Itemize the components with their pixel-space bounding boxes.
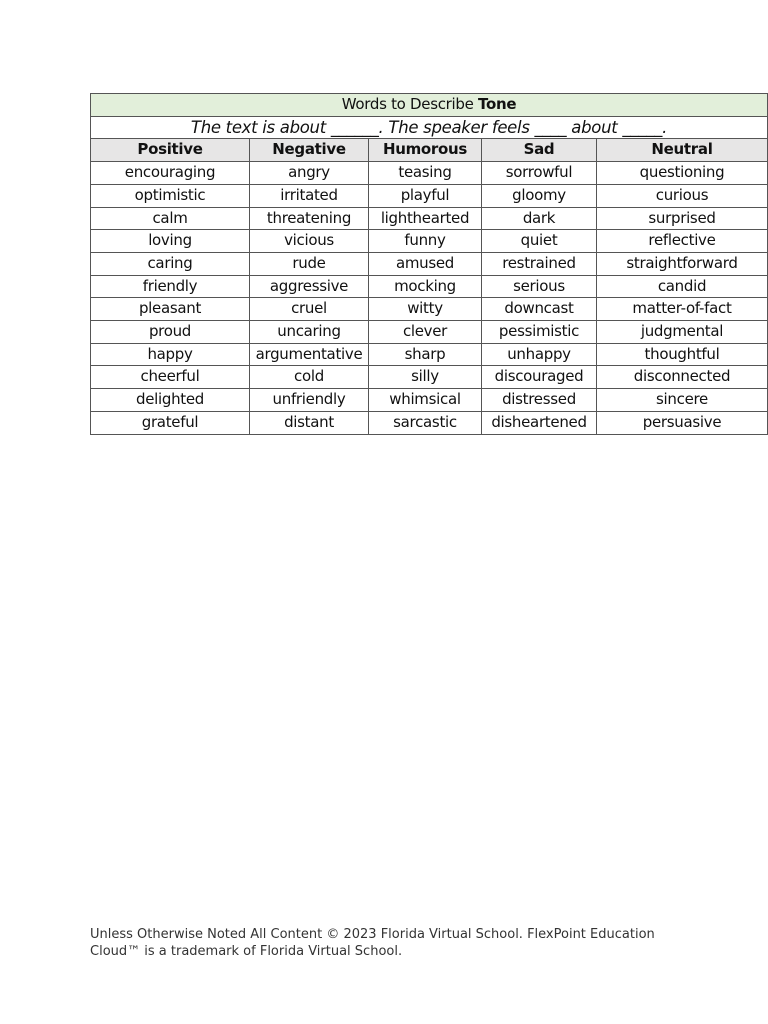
- table-cell: cold: [250, 366, 369, 389]
- table-cell: whimsical: [369, 389, 482, 412]
- table-cell: delighted: [91, 389, 250, 412]
- table-cell: uncaring: [250, 321, 369, 344]
- table-cell: optimistic: [91, 184, 250, 207]
- table-row: [91, 366, 768, 389]
- table-cell: silly: [369, 366, 482, 389]
- table-cell: calm: [91, 207, 250, 230]
- table-cell: cheerful: [91, 366, 250, 389]
- table-cell: reflective: [597, 230, 768, 253]
- table-cell: sarcastic: [369, 411, 482, 434]
- table-cell: persuasive: [597, 411, 768, 434]
- table-cell: discouraged: [482, 366, 597, 389]
- table-cell: downcast: [482, 298, 597, 321]
- table-cell: pleasant: [91, 298, 250, 321]
- table-cell: cruel: [250, 298, 369, 321]
- table-row: [91, 343, 768, 366]
- table-title: [91, 94, 768, 117]
- table-cell: gloomy: [482, 184, 597, 207]
- table-cell: amused: [369, 252, 482, 275]
- table-row: [91, 411, 768, 434]
- table-cell: thoughtful: [597, 343, 768, 366]
- table-cell: irritated: [250, 184, 369, 207]
- table-cell: straightforward: [597, 252, 768, 275]
- table-cell: mocking: [369, 275, 482, 298]
- table-cell: aggressive: [250, 275, 369, 298]
- table-row: [91, 321, 768, 344]
- table-cell: argumentative: [250, 343, 369, 366]
- table-cell: threatening: [250, 207, 369, 230]
- table-cell: distant: [250, 411, 369, 434]
- table-cell: sincere: [597, 389, 768, 412]
- column-header-humorous: Humorous: [369, 139, 482, 162]
- table-row: [91, 389, 768, 412]
- table-cell: unfriendly: [250, 389, 369, 412]
- table-cell: grateful: [91, 411, 250, 434]
- table-cell: quiet: [482, 230, 597, 253]
- table-cell: distressed: [482, 389, 597, 412]
- table-title-prefix: Words to Describe: [341, 95, 479, 113]
- table-cell: dark: [482, 207, 597, 230]
- column-header-negative: Negative: [250, 139, 369, 162]
- table-cell: surprised: [597, 207, 768, 230]
- table-cell: happy: [91, 343, 250, 366]
- table-row: [91, 162, 768, 185]
- table-cell: funny: [369, 230, 482, 253]
- table-cell: unhappy: [482, 343, 597, 366]
- table-cell: candid: [597, 275, 768, 298]
- table-cell: encouraging: [91, 162, 250, 185]
- table-row: [91, 252, 768, 275]
- table-cell: sharp: [369, 343, 482, 366]
- table-cell: serious: [482, 275, 597, 298]
- table-cell: friendly: [91, 275, 250, 298]
- table-cell: questioning: [597, 162, 768, 185]
- table-cell: rude: [250, 252, 369, 275]
- table-cell: teasing: [369, 162, 482, 185]
- table-cell: disheartened: [482, 411, 597, 434]
- column-header-positive: Positive: [91, 139, 250, 162]
- table-row: [91, 275, 768, 298]
- table-cell: witty: [369, 298, 482, 321]
- table-cell: caring: [91, 252, 250, 275]
- table-cell: angry: [250, 162, 369, 185]
- table-row: [91, 230, 768, 253]
- table-row: [91, 207, 768, 230]
- table-cell: vicious: [250, 230, 369, 253]
- table-cell: curious: [597, 184, 768, 207]
- table-cell: clever: [369, 321, 482, 344]
- table-cell: judgmental: [597, 321, 768, 344]
- table-title-bold: Tone: [478, 95, 517, 113]
- table-row: [91, 184, 768, 207]
- tone-prompt-sentence: The text is about ______. The speaker feels ____ about _____.: [91, 116, 768, 139]
- table-row: [91, 298, 768, 321]
- column-header-sad: Sad: [482, 139, 597, 162]
- table-cell: loving: [91, 230, 250, 253]
- table-cell: restrained: [482, 252, 597, 275]
- column-header-neutral: Neutral: [597, 139, 768, 162]
- table-cell: playful: [369, 184, 482, 207]
- copyright-footer: Unless Otherwise Noted All Content © 2023 Florida Virtual School. FlexPoint Education Cloud™ is a trademark of Florida Virtual School.: [90, 927, 655, 959]
- table-cell: pessimistic: [482, 321, 597, 344]
- table-cell: disconnected: [597, 366, 768, 389]
- table-cell: matter-of-fact: [597, 298, 768, 321]
- table-cell: sorrowful: [482, 162, 597, 185]
- table-cell: proud: [91, 321, 250, 344]
- table-cell: lighthearted: [369, 207, 482, 230]
- tone-words-table: [90, 93, 768, 435]
- column-header-row: [91, 139, 768, 162]
